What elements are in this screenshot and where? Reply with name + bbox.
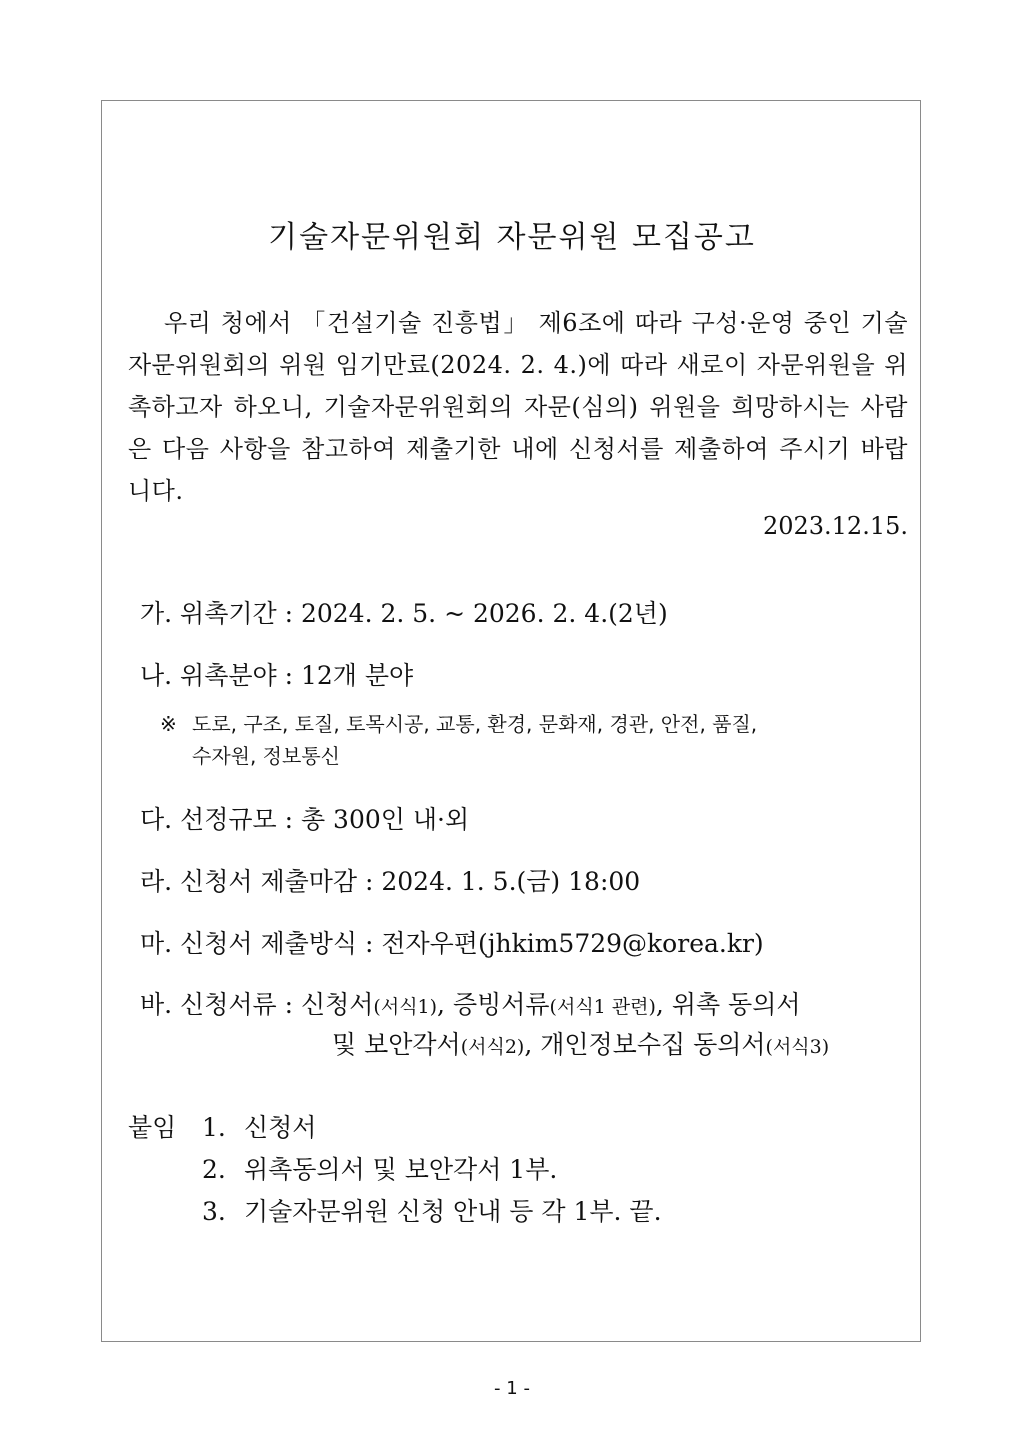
- intro-text: 우리 청에서 「건설기술 진흥법」 제6조에 따라 구성·운영 중인 기술자문위원회의 위원 임기만료(2024. 2. 4.)에 따라 새로이 자문위원을 위촉하고자 하오니, 기술자문위원회의 자문(심의) 위원을 희망하시는 사람은 다음 사항을 참고하여 제출기한 내에 신청서를 제출하여 주시기 바랍니다.: [128, 309, 908, 505]
- fields-note: [160, 708, 757, 772]
- note-line-2: 수자원, 정보통신: [192, 744, 340, 768]
- attachments: [128, 1108, 662, 1234]
- intro-paragraph: [128, 302, 908, 512]
- page-title: 기술자문위원회 자문위원 모집공고: [268, 220, 756, 255]
- doc-privacy-consent: , 개인정보수집 동의서: [524, 1030, 766, 1059]
- attachment-row: [128, 1192, 662, 1234]
- attachment-row: [128, 1150, 662, 1192]
- item-documents: [140, 985, 830, 1059]
- attachment-row: [128, 1108, 662, 1150]
- note-line-1: 도로, 구조, 토질, 토목시공, 교통, 환경, 문화재, 경관, 안전, 품질,: [192, 712, 758, 736]
- doc-form-3: (서식3): [765, 1036, 830, 1058]
- item-selection-scale: 다. 선정규모 : 총 300인 내·외: [140, 805, 470, 834]
- item-appointment-fields: 나. 위촉분야 : 12개 분야: [140, 661, 414, 690]
- attachment-text: 신청서: [243, 1113, 317, 1142]
- attachments-label: 붙임: [128, 1113, 177, 1142]
- doc-security-pledge: 및 보안각서: [332, 1030, 461, 1059]
- doc-form-1-related: (서식1 관련): [549, 996, 656, 1018]
- doc-application: 신청서: [300, 990, 374, 1019]
- doc-evidence: , 증빙서류: [437, 990, 550, 1019]
- doc-consent: , 위촉 동의서: [655, 990, 801, 1019]
- attachment-text: 위촉동의서 및 보안각서 1부.: [243, 1155, 558, 1184]
- page-number: - 1 -: [494, 1378, 530, 1399]
- note-mark: ※: [160, 712, 177, 736]
- doc-form-1: (서식1): [373, 996, 438, 1018]
- attachment-number: 3.: [202, 1197, 226, 1226]
- item-submission-method: 마. 신청서 제출방식 : 전자우편(jhkim5729@korea.kr): [140, 929, 764, 958]
- attachment-number: 1.: [202, 1113, 226, 1142]
- attachment-text: 기술자문위원 신청 안내 등 각 1부. 끝.: [243, 1197, 662, 1226]
- attachment-number: 2.: [202, 1155, 226, 1184]
- doc-form-2: (서식2): [460, 1036, 525, 1058]
- item-appointment-period: 가. 위촉기간 : 2024. 2. 5. ~ 2026. 2. 4.(2년): [140, 599, 668, 628]
- announcement-date: 2023.12.15.: [762, 512, 908, 540]
- documents-line-2: [332, 1025, 829, 1061]
- item-deadline: 라. 신청서 제출마감 : 2024. 1. 5.(금) 18:00: [140, 867, 641, 896]
- documents-label: 바. 신청서류 :: [140, 990, 301, 1019]
